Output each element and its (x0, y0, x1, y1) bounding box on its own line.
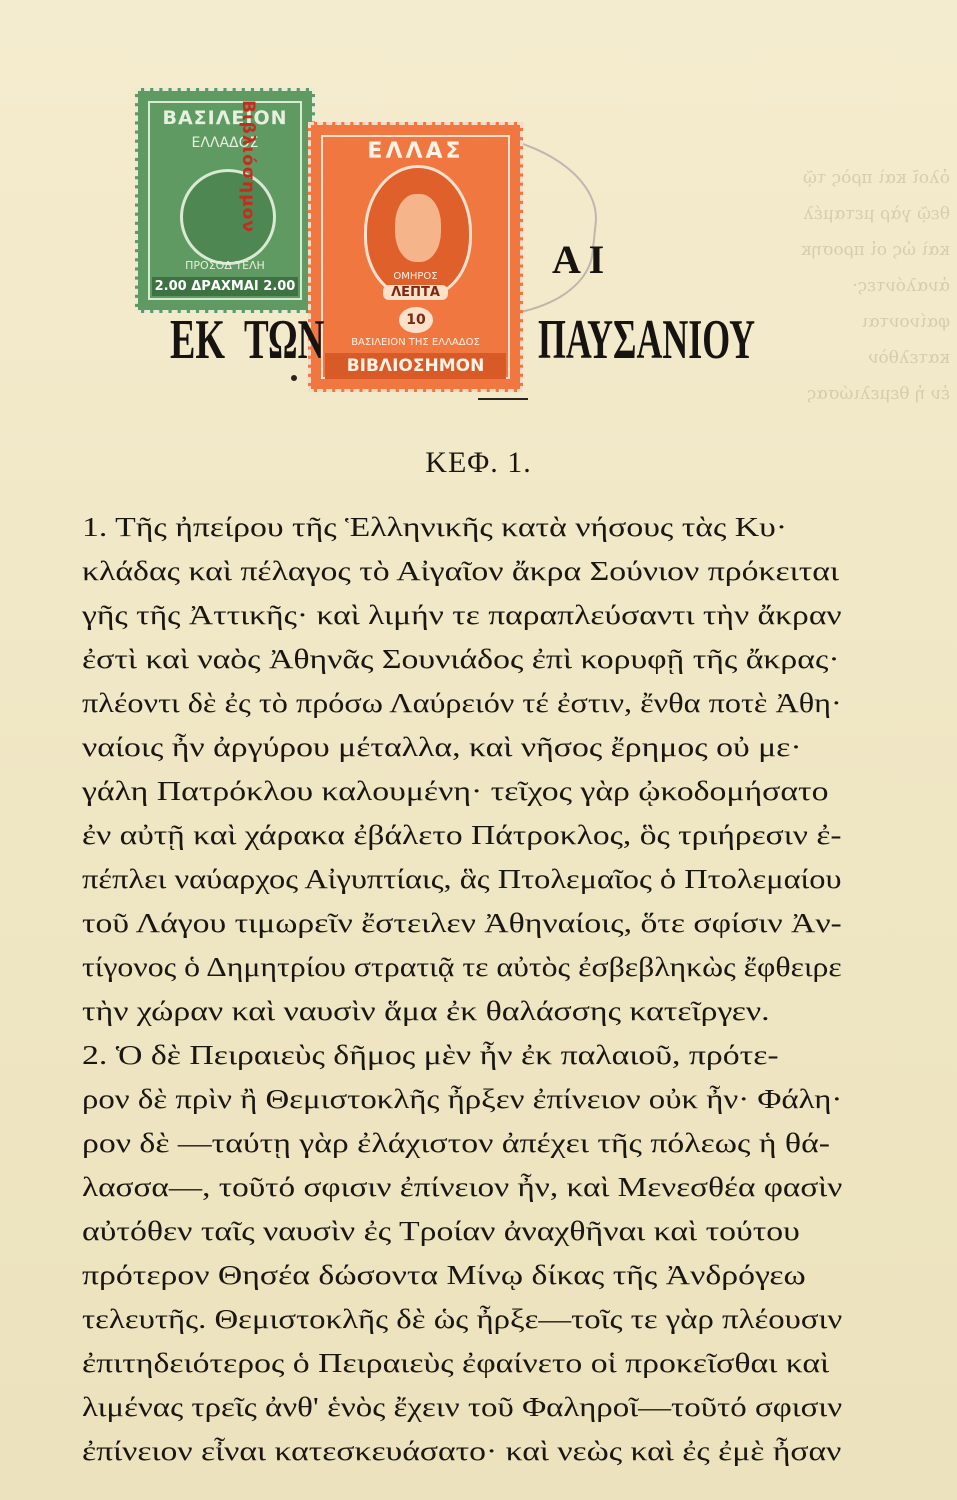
green-revenue-stamp (135, 88, 315, 313)
stamp-overprint: Βιβλιόσημον (238, 100, 258, 233)
text-line: ἐν αὐτῇ καὶ χάρακα ἐβάλετο Πάτροκλος, ὃς τριήρεσιν ἐ- (82, 820, 842, 850)
text-line: ἐπίνειον εἶναι κατεσκευάσατο· καὶ νεὼς καὶ ἐς ἐμὲ ἦσαν (82, 1436, 842, 1466)
face-icon (395, 194, 441, 262)
title-word-ton: ΤΩΝ (244, 309, 325, 371)
text-line: λασσα—, τοῦτό σφισιν ἐπίνειον ἦν, καὶ Μενεσθέα φασὶν (82, 1172, 843, 1202)
text-line: ἐπιτηδειότερος ὁ Πειραιεὺς ἐφαίνετο οἱ προκεῖσθαι καὶ (82, 1348, 830, 1378)
text-line: ναίοις ἦν ἀργύρου μέταλλα, καὶ νῆσος ἔρημος οὐ με· (82, 732, 802, 762)
stamp-bottom-text: ΒΙΒΛΙΟΣΗΜΟΝ (325, 353, 506, 379)
chapter-heading: ΚΕΦ. 1. (425, 446, 532, 479)
text-line: λιμένας τρεῖς ἀνθ' ἑνὸς ἔχειν τοῦ Φαληροῖ—τοῦτό σφισιν (82, 1392, 843, 1422)
text-line: πέπλει ναύαρχος Αἰγυπτίαις, ἃς Πτολεμαῖος ὁ Πτολεμαίου (82, 864, 842, 894)
stamp-arc-text: ΒΑΣΙΛΕΙΟΝ ΤΗΣ ΕΛΛΑΔΟΣ (351, 337, 480, 348)
stamp-top-text: ΕΛΛΑΣ (367, 139, 464, 164)
title-word-ek: ΕΚ (170, 309, 226, 371)
ornament-dot (291, 375, 297, 381)
text-line: πλέοντι δὲ ἐς τὸ πρόσω Λαύρειόν τέ ἐστιν, ἔνθα ποτὲ Ἀθη· (82, 688, 842, 718)
text-line: πρότερον Θησέα δώσοντα Μίνῳ δίκας τῆς Ἀνδρόγεω (82, 1260, 806, 1290)
text-line: ρον δὲ πρὶν ἢ Θεμιστοκλῆς ἦρξεν ἐπίνειον οὐκ ἦν· Φάλη· (82, 1084, 843, 1114)
orange-revenue-stamp (308, 122, 523, 392)
text-line: 2. Ὁ δὲ Πειραιεὺς δῆμος μὲν ἦν ἐκ παλαιοῦ, πρότε- (82, 1040, 779, 1070)
stamp-middle-text: ΠΡΟΣΟΔ ΤΕΛΗ (185, 259, 265, 272)
text-line: γῆς τῆς Ἀττικῆς· καὶ λιμήν τε παραπλεύσαντι τὴν ἄκραν (82, 600, 842, 630)
stamp-sub-text: ΕΛΛΑΔΟΣ (191, 135, 259, 151)
stamp-portrait-name: ΟΜΗΡΟΣ (393, 271, 438, 282)
text-line: γάλη Πατρόκλου καλουμένη· τεῖχος γὰρ ᾠκοδομήσατο (82, 776, 829, 806)
text-line: τίγονος ὁ Δημητρίου στρατιᾷ τε αὐτὸς ἐσβεβληκὼς ἔφθειρε (82, 952, 842, 982)
title-rule (478, 398, 528, 400)
text-line: τοῦ Λάγου τιμωρεῖν ἔστειλεν Ἀθηναίοις, ὅτε σφίσιν Ἀν- (82, 908, 842, 938)
stamp-denomination-label: ΛΕΠΤΑ (383, 285, 448, 300)
title-fragment-top: Α Ι (552, 237, 605, 282)
text-line: κλάδας καὶ πέλαγος τὸ Αἰγαῖον ἄκρα Σούνιον πρόκειται (82, 556, 840, 586)
text-line: ἐστὶ καὶ ναὸς Ἀθηνᾶς Σουνιάδος ἐπὶ κορυφῇ τῆς ἄκρας· (82, 644, 840, 674)
title-word-pausaniou: ΠΑΥΣΑΝΙΟΥ (538, 309, 756, 371)
bleed-through-text: ὁλοῖ καὶ πρὸς τῷ θεῷ γὰρ μεταμέλ καὶ ὡς οἱ προσηκ ἀναλόντες· φαίνονται κατελθὸν ἐν ἡ θεμελιώσας (800, 168, 950, 404)
text-line: 1. Τῆς ἠπείρου τῆς Ἑλληνικῆς κατὰ νήσους τὰς Κυ· (82, 512, 788, 542)
text-line: τελευτῆς. Θεμιστοκλῆς δὲ ὡς ἦρξε—τοῖς τε γὰρ πλέουσιν (82, 1304, 843, 1334)
text-line: αὐτόθεν ταῖς ναυσὶν ἐς Τροίαν ἀναχθῆναι καὶ τούτου (82, 1216, 800, 1246)
stamp-top-text: ΒΑΣΙΛΕΙΟΝ (162, 107, 288, 129)
stamp-value: 2.00 ΔΡΑΧΜΑΙ 2.00 (152, 277, 298, 296)
text-line: ρον δὲ —ταύτῃ γὰρ ἐλάχιστον ἀπέχει τῆς πόλεως ἡ θά- (82, 1128, 830, 1158)
stamp-denomination: 10 (399, 307, 433, 333)
text-line: τὴν χώραν καὶ ναυσὶν ἅμα ἐκ θαλάσσης κατεῖργεν. (82, 996, 770, 1026)
